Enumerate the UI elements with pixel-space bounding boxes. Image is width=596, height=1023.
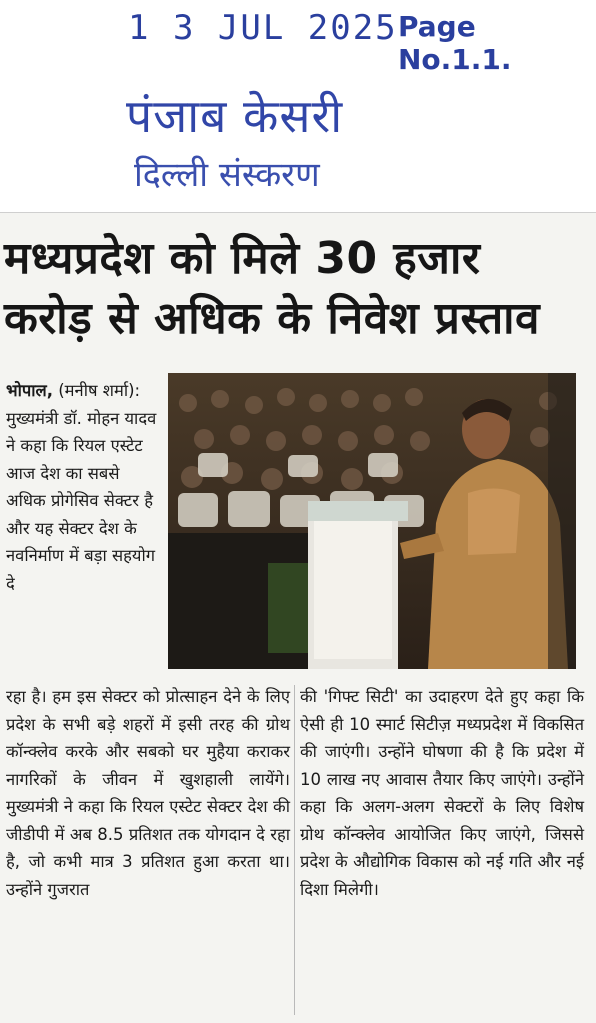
article-body-left-column: रहा है। हम इस सेक्टर को प्रोत्साहन देने के लिए प्रदेश के सभी बड़े शहरों में इसी तरह की ग्रोथ कॉन्क्लेव करके और सबको घर मुहैया कराकर नागरिकों के जीवन में खुशहाली लायेंगे। मुख्यमंत्री ने कहा कि रियल एस्टेट सेक्टर देश की जीडीपी में अब 8.5 प्रतिशत तक योगदान दे रहा है, जो कभी मात्र 3 प्रतिशत हुआ करता था। उन्होंने गुजरात: [6, 687, 290, 899]
clipping-stamp: [0, 0, 596, 210]
stamp-date: 1 3 JUL 2025: [128, 8, 398, 48]
column-divider: [294, 685, 295, 1015]
article-photo: [168, 373, 576, 669]
newspaper-clipping: [0, 212, 596, 1023]
headline-line-2: करोड़ से अधिक के निवेश प्रस्ताव: [4, 293, 541, 344]
speaker-at-podium-photo: [168, 373, 576, 669]
stamp-edition: दिल्ली संस्करण: [134, 155, 320, 195]
article-body-right-column: की 'गिफ्ट सिटी' का उदाहरण देते हुए कहा कि ऐसी ही 10 स्मार्ट सिटीज़ मध्यप्रदेश में विकसित की जाएंगी। उन्होंने घोषणा की है कि प्रदेश में 10 लाख नए आवास तैयार किए जाएंगे। उन्होंने कहा कि अलग-अलग सेक्टरों के लिए विशेष ग्रोथ कॉन्क्लेव आयोजित किए जाएंगे, जिससे प्रदेश के औद्योगिक विकास को नई गति और नई दिशा मिलेगी।: [300, 687, 584, 899]
headline-line-1: मध्यप्रदेश को मिले 30 हजार: [4, 233, 481, 284]
article-dateline-paragraph: [6, 377, 164, 597]
dateline-place: भोपाल,: [6, 381, 53, 400]
stamp-newspaper-name: पंजाब केसरी: [126, 89, 344, 143]
article-headline: [4, 229, 592, 349]
stamp-page-number: Page No.1.1.: [398, 10, 512, 76]
dateline-text: (मनीष शर्मा): मुख्यमंत्री डॉ. मोहन यादव ने कहा कि रियल एस्टेट आज देश का सबसे अधिक प्रोगेसिव सेक्टर है और यह सेक्टर देश के नवनिर्माण में बड़ा सहयोग दे: [6, 381, 157, 593]
